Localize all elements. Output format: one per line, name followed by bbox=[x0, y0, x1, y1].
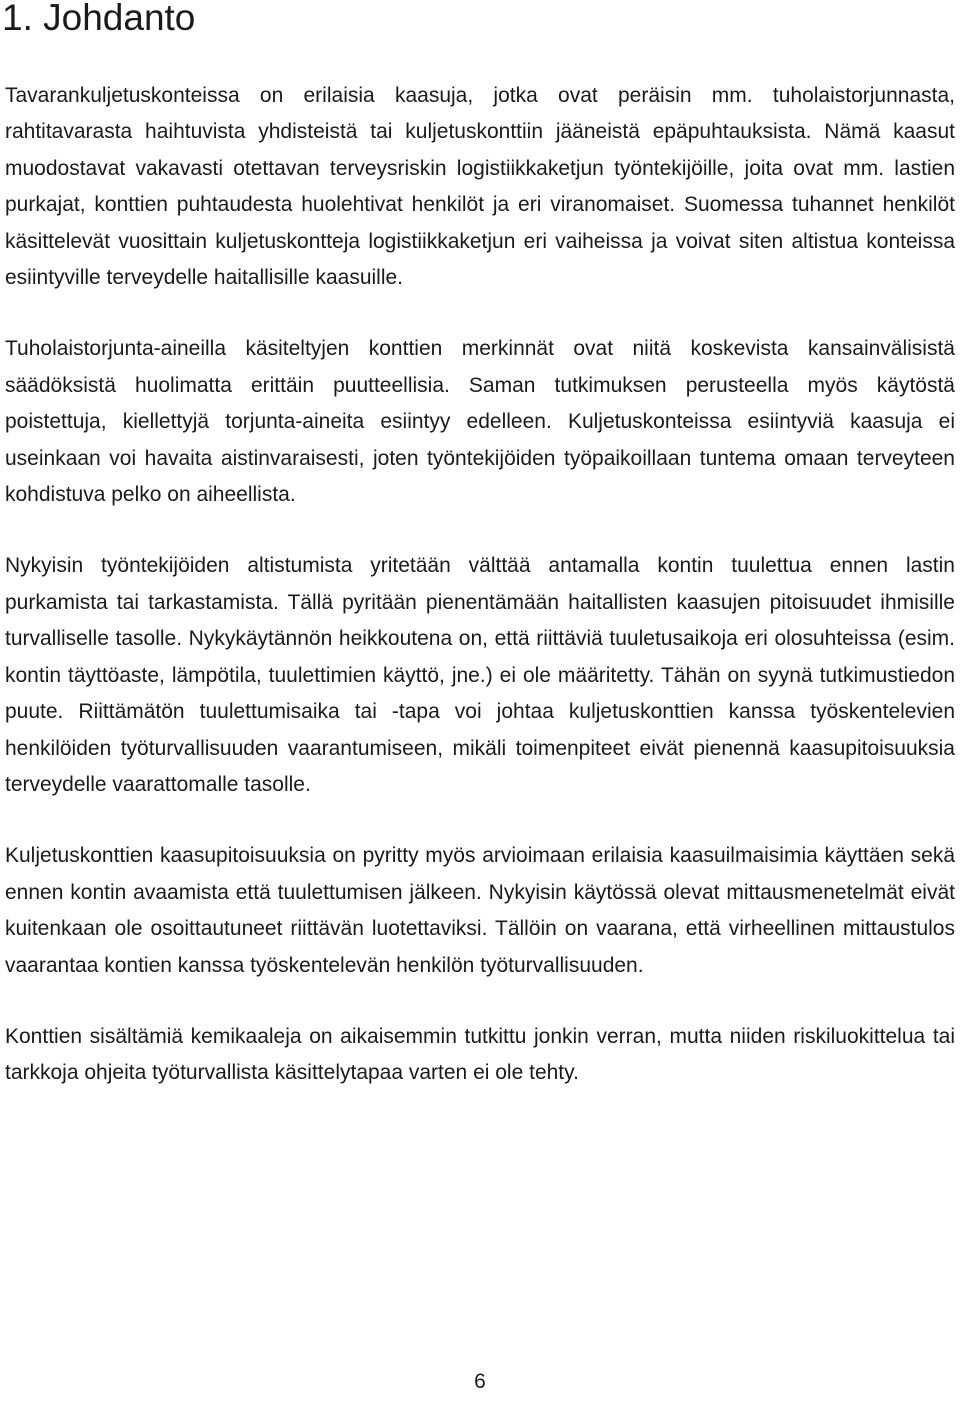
paragraph-chemicals: Konttien sisältämiä kemikaaleja on aikaisemmin tutkittu jonkin verran, mutta niiden riskiluokittelua tai tarkkoja ohjeita työturvallista käsittelytapaa varten ei ole tehty. bbox=[5, 1024, 955, 1085]
paragraph-markings: Tuholaistorjunta-aineilla käsiteltyjen konttien merkinnät ovat niitä koskevista kansainvälisistä säädöksistä huolimatta erittäin puutteellisia. Saman tutkimuksen perusteella myös käytöstä poistettuja, kiellettyjä torjunta-aineita esiintyy edelleen. Kuljetuskonteissa esiintyviä kaasuja ei useinkaan voi havaita aistinvaraisesti, joten työntekijöiden työpaikoillaan tuntema omaan terveyteen kohdistuva pelko on aiheellista. bbox=[5, 337, 955, 507]
body-text bbox=[5, 78, 955, 1127]
paragraph-measurement: Kuljetuskonttien kaasupitoisuuksia on pyritty myös arvioimaan erilaisia kaasuilmaisimia käyttäen sekä ennen kontin avaamista että tuulettumisen jälkeen. Nykyisin käytössä olevat mittausmenetelmät eivät kuitenkaan ole osoittautuneet riittävän luotettaviksi. Tällöin on vaarana, että virheellinen mittaustulos vaarantaa kontien kanssa työskentelevän henkilön työturvallisuuden. bbox=[5, 844, 955, 977]
section-heading: 1. Johdanto bbox=[2, 0, 196, 38]
paragraph-ventilation: Nykyisin työntekijöiden altistumista yritetään välttää antamalla kontin tuulettua ennen lastin purkamista tai tarkastamista. Tällä pyritään pienentämään haitallisten kaasujen pitoisuudet ihmisille turvalliselle tasolle. Nykykäytännön heikkoutena on, että riittäviä tuuletusaikoja eri olosuhteissa (esim. kontin täyttöaste, lämpötila, tuulettimien käyttö, jne.) ei ole määritetty. Tähän on syynä tutkimustiedon puute. Riittämätön tuulettumisaika tai -tapa voi johtaa kuljetuskonttien kanssa työskentelevien henkilöiden työturvallisuuden vaarantumiseen, mikäli toimenpiteet eivät pienennä kaasupitoisuuksia terveydelle vaarattomalle tasolle. bbox=[5, 554, 955, 796]
page-number: 6 bbox=[474, 1370, 486, 1393]
paragraph-intro: Tavarankuljetuskonteissa on erilaisia kaasuja, jotka ovat peräisin mm. tuholaistorjunnasta, rahtitavarasta haihtuvista yhdisteistä tai kuljetuskonttiin jääneistä epäpuhtauksista. Nämä kaasut muodostavat vakavasti otettavan terveysriskin logistiikkaketjun työntekijöille, joita ovat mm. lastien purkajat, konttien puhtaudesta huolehtivat henkilöt ja eri viranomaiset. Suomessa tuhannet henkilöt käsittelevät vuosittain kuljetuskontteja logistiikkaketjun eri vaiheissa ja voivat siten altistua konteissa esiintyville terveydelle haitallisille kaasuille. bbox=[5, 84, 955, 290]
